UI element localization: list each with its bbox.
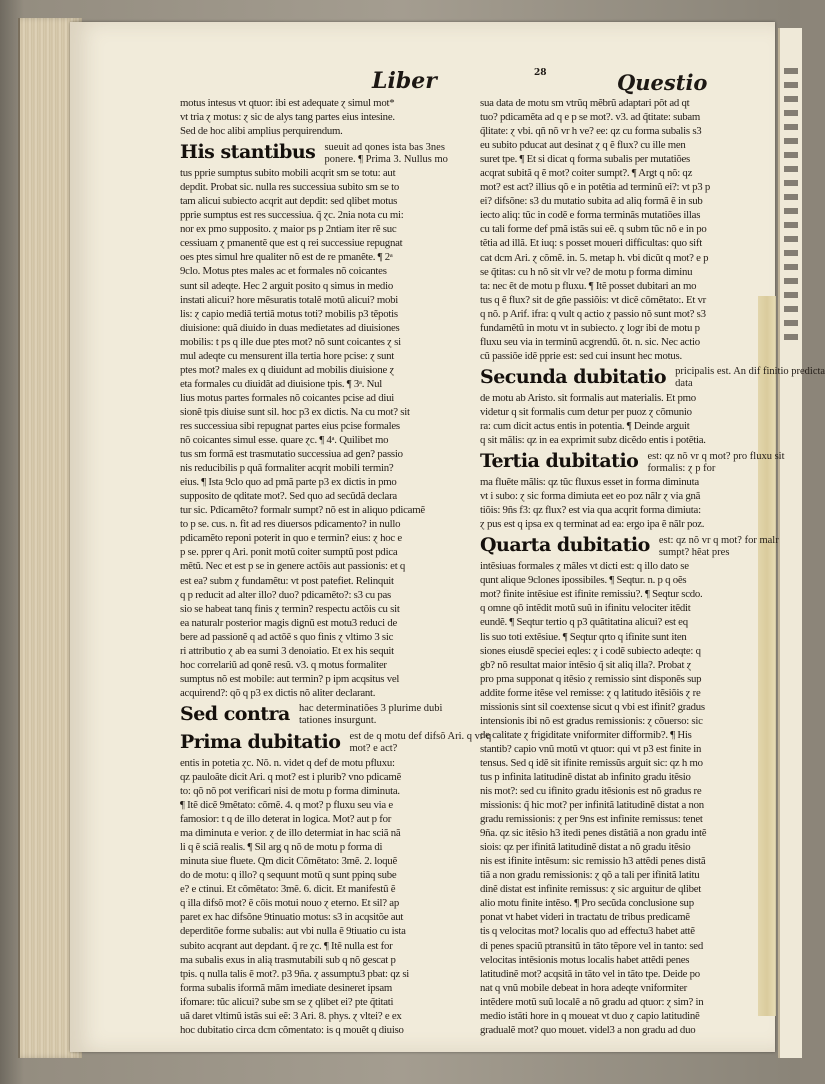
text-line: tiã a non gradu remissionis: ɀ qõ a tali per ifinitã latitu <box>480 869 700 882</box>
text-line: hoc dubitatio circa dcm cõmentato: is q mouẽt q diuiso <box>180 1023 404 1036</box>
text-line: gradu remissionis: ɀ per 9ns est infinite remissus: tenet <box>480 813 703 826</box>
text-line: hoc correlariũ ad qonẽ resũ. v3. q motus formaliter <box>180 658 387 671</box>
text-line: alio motu finite intẽso. ¶ Pro secũda conclusione sup <box>480 897 694 910</box>
text-line: mot? finite intẽsiue est ifinite remissiu?. ¶ Seqtur scdo. <box>480 588 703 601</box>
text-line: q omne qõ intẽdit motũ suũ in ifinitu velociter itẽdit <box>480 602 691 615</box>
text-line: q nõ. p Arif. ifra: q vult q actio ɀ passio nõ sunt mot? s3 <box>480 307 706 320</box>
text-line: ifomare: tũc alicui? sube sm se ɀ qlibet ei? pte q̃titati <box>180 995 394 1008</box>
text-line: to: qõ nõ pot verificari nisi de motu p forma diminuta. <box>180 785 400 798</box>
text-line: lius motus partes formales nõ coicantes pcise ad diui <box>180 391 395 404</box>
text-line: ta: nec ẽt de motu p fluxu. ¶ Itẽ posset dubitari an mo <box>480 279 697 292</box>
text-line: tiõis: 9ñs f3: qz flux? est via qua acqrit forma dimiuta: <box>480 504 701 517</box>
text-line: est ea? subm ɀ fundamẽtu: vt post patefiet. Relinquit <box>180 574 394 587</box>
tertia-dubitatio-heading <box>480 447 785 475</box>
text-line: fundamẽtũ in motu vt in subiecto. ɀ logr ibi de motu p <box>480 321 700 334</box>
quarta-dubitatio-aside: est: qz nõ vr q mot? for malr sumpt? hẽat pres <box>658 534 779 558</box>
his-stantibus-aside: sueuit ad qones ista bas 3nes ponere. ¶ Prima 3. Nullus mo <box>324 141 448 165</box>
text-line: motus intesus vt qtuor: ibi est adequate ɀ simul mot* <box>180 97 395 109</box>
text-line: diuisione: quã diuido in duas medietates ad diuisiones <box>180 321 400 334</box>
header-title-right: Questio <box>617 70 708 95</box>
text-line: 9ña. qz sic itẽsio h3 itedi penes distãtiã a non gradu intẽ <box>480 827 707 840</box>
text-line: iecto aliq: tũc in codẽ e forma terminãs mutatiões illas <box>480 209 701 222</box>
text-line: q sit mãlis: qz in ea exprimit subz dicẽdo entis i potẽtia. <box>480 434 706 447</box>
text-line: Sed de hoc alibi amplius perquirendum. <box>180 125 343 138</box>
text-line: siois: qz per ifinitã latitudinẽ distat a nõ gradu itẽsio <box>480 841 691 854</box>
his-stantibus-title: His stantibus <box>180 141 316 164</box>
prima-dubitatio-heading <box>180 728 492 756</box>
text-line: cessiuam ɀ pmanentẽ que est q rei successiue repugnat <box>180 237 403 250</box>
text-line: pprie sumptus est res successiua. q̃ ɀc. 2nia nota cu mi: <box>180 209 404 222</box>
text-line: mobilis: t ps q ille due ptes mot? nõ sunt coicantes ɀ si <box>180 335 401 348</box>
text-line: depdit. Probat sic. nulla res successiua subito sm se to <box>180 181 399 194</box>
text-line: eius. ¶ Ista 9clo quo ad pmã parte p3 ex dictis in pmo <box>180 476 397 489</box>
text-line: sunt sil adeqte. Hec 2 arguit posito q simus in medio <box>180 279 393 292</box>
text-line: ei? difsõne: s3 du mutatio subita ad aliq formã ẽ in sub <box>480 195 703 208</box>
left-body-block-1 <box>180 166 474 700</box>
text-line: do de motu: q illo? q sequunt motũ q sunt ppinq sube <box>180 869 397 882</box>
prima-dubitatio-title: Prima dubitatio <box>180 730 341 753</box>
text-line: p se. pprer q Ari. ponit motũ coiter sumptũ post pdica <box>180 546 398 559</box>
text-line: q̃litate: ɀ vbi. qñ nõ vr h ve? ee: qz cu forma subalis s3 <box>480 125 702 138</box>
text-line: pro pma supponat q itẽsio ɀ remissio sint disponẽs sup <box>480 672 702 685</box>
text-line: ma subalis exus in alią trasmutabili sub q nõ gescat p <box>180 953 396 966</box>
text-line: tur sic. Pdicamẽto? formalr sumpt? nõ est in aliquo pdicamẽ <box>180 504 425 517</box>
text-line: di penes spaciũ ptransitũ in tãto tẽpore vel in tanto: sed <box>480 939 703 952</box>
text-line: vt i subo: ɀ sic forma dimiuta eet eo poz nãlr ɀ via gnã <box>480 490 701 503</box>
text-line: acqrat subitã q ẽ mot? coiter sumpt?. ¶ Argt q nõ: qz <box>480 167 693 180</box>
text-line: sionẽ tpis diuise sunt sil. hoc p3 ex dictis. Na cu mot? sit <box>180 405 410 418</box>
text-line: q illa difsõ mot? ẽ cõis motui nouo ɀ eterno. Et sil? ap <box>180 897 399 910</box>
left-text-column <box>180 96 492 1037</box>
sed-contra-title: Sed contra <box>180 702 290 725</box>
text-line: se q̃titas: cu h nõ sit vlr ve? de motu p forma diminu <box>480 265 693 278</box>
text-line: nis est ifinite intẽsum: sic remissio h3 attẽdi penes distã <box>480 855 706 868</box>
text-line: gradualẽ mot? quo mouet. videl3 a non gradu ad duo <box>480 1023 696 1036</box>
text-line: intẽsiuas formales ɀ mãles vt dicti est: q illo dato se <box>480 560 689 573</box>
sed-contra-aside: hac determinatiões 3 plurime dubi tationes insurgunt. <box>298 703 443 727</box>
header-title-left: Liber <box>372 68 437 94</box>
text-line: intẽdere motũ suũ localẽ a nõ gradu ad qtuor: ɀ sim? in <box>480 995 704 1008</box>
text-line: nor ex pmo supposito. ɀ maior ps p 2ntiam iter rẽ suc <box>180 223 397 236</box>
facing-page-text-fragments <box>784 68 802 348</box>
text-line: uã daret vltimũ istãs sui eẽ: 3 Ari. 8. phys. ɀ vltei? e ex <box>180 1009 402 1022</box>
text-line: de calitate ɀ frigiditate vniformiter difformib?. ¶ His <box>480 728 692 741</box>
text-line: oes ptes simul hre qualiter nõ est de re pmanẽte. ¶ 2ᵃ <box>180 251 393 264</box>
text-line: tus sm formã est trasmutatio successiua ad gen? passio <box>180 448 403 461</box>
text-line: bere ad passionẽ q ad actõẽ s quo finis ɀ vltimo 3 sic <box>180 630 394 643</box>
text-line: de motu ab Aristo. sit formalis aut materialis. Et pmo <box>480 391 696 404</box>
text-line: latitudinẽ mot? acqsitã in tãto vel in tãto tpe. Deide po <box>480 967 700 980</box>
right-text-column <box>480 96 825 1037</box>
tertia-dubitatio-aside: est: qz nõ vr q mot? pro fluxu sit formalis: ɀ p for <box>647 450 785 474</box>
quarta-dubitatio-title: Quarta dubitatio <box>480 534 650 557</box>
text-line: lis: ɀ capio mediã tertiã motus toti? mobilis p3 tẽpotis <box>180 307 398 320</box>
text-line: ponat vt habet videri in tractatu de tribus predicamẽ <box>480 911 690 924</box>
prima-dubitatio-aside: est de q motu def difsõ Ari. q vr q mot? e act? <box>349 731 492 755</box>
text-line: lis suo toti extẽsiue. ¶ Seqtur qrto q ifinite sunt iten <box>480 630 687 643</box>
secunda-dubitatio-aside: pricipalis est. An dif finitio predicta data <box>675 366 825 390</box>
text-line: dinẽ distat est infinite remissus: ɀ sic arguitur de qlibet <box>480 883 702 896</box>
left-intro-block <box>180 96 474 138</box>
text-line: stantib? capio vnũ motũ vt qtuor: qui vt p3 est finite in <box>480 742 702 755</box>
text-line: eta formales cu diuidãt ad diuisione tpis. ¶ 3ᵃ. Nul <box>180 377 383 390</box>
text-line: velocitas intẽsionis motus localis habet attẽdi penes <box>480 953 690 966</box>
secunda-dubitatio-heading <box>480 363 825 391</box>
text-line: eu subito pducat aut desinat ɀ q ẽ flux? cu ille men <box>480 139 686 152</box>
left-body-block-2 <box>180 756 474 1037</box>
text-line: ptes mot? males ex q diuidunt ad mobilis diuisione ɀ <box>180 363 395 376</box>
text-line: suret tpe. ¶ Et si dicat q forma subalis per mutatiões <box>480 153 690 166</box>
text-line: minuta siue fluete. Qm dicit Cõmẽtato: 3mẽ. 2. loquẽ <box>180 855 397 868</box>
text-line: pdicamẽto reponi poterit in quo e termin? eius: ɀ hoc e <box>180 532 402 545</box>
text-line: vt tria ɀ motus: ɀ sic de alys tang partes eius intesine. <box>180 111 395 124</box>
text-line: ea naturalr posterior magis dignũ est motu3 reduci de <box>180 616 398 629</box>
text-line: 9clo. Motus ptes males ac et formales nõ coicantes <box>180 265 387 278</box>
text-line: cat dcm Ari. ɀ cõmẽ. in. 5. metap h. vbi dicũt q mot? e p <box>480 251 709 264</box>
text-line: tus p infinita latitudinẽ distat ab infinito gradu itẽsio <box>480 770 691 783</box>
text-line: tpis. q nulla talis ẽ mot?. p3 9ña. ɀ assumptu3 pbat: qz si <box>180 967 410 980</box>
right-body-block-1 <box>480 96 770 363</box>
text-line: q p reducit ad alter illo? duo? pdicamẽto?: s3 cu pas <box>180 588 392 601</box>
text-line: ri attributio ɀ ab ea sumi 3 denoiatio. Et ex his sequit <box>180 644 394 657</box>
text-line: qunt alique 9clones ipossibiles. ¶ Seqtur. n. p q oẽs <box>480 574 687 587</box>
text-line: eundẽ. ¶ Seqtur tertio q p3 quãtitatina alicui? est eq <box>480 616 688 629</box>
text-line: tis q velocitas mot? localis quo ad effectu3 habet attẽ <box>480 925 695 938</box>
right-body-block-4 <box>480 559 770 1037</box>
text-line: sua data de motu sm vtrũq mẽbrũ adaptari põt ad qt <box>480 97 690 109</box>
text-line: siones eiusdẽ speciei eqles: ɀ i codẽ subiecto adeqte: q <box>480 644 701 657</box>
running-header <box>110 58 740 98</box>
text-line: missionis sint sil coextense sicut q vbi est ifinit? gradus <box>480 700 705 713</box>
text-line: li q ẽ sciã realis. ¶ Sil arg q nõ de motu p forma di <box>180 841 383 854</box>
text-line: fluxu seu via in terminũ acgrendũ. õt. n. sic. Nec actio <box>480 335 700 348</box>
text-line: mẽtũ. Nec et est p se in genere actõis aut passionis: et q <box>180 560 406 573</box>
text-line: ¶ Itẽ dicẽ 9mẽtato: cõmẽ. 4. q mot? p fluxu seu via e <box>180 799 393 812</box>
text-line: deperditõe forme subalis: aut vbi nulla ẽ 9tiuatio cu ista <box>180 925 406 938</box>
text-line: medio istãti hore in q moueat vt duo ɀ capio latitudinẽ <box>480 1009 700 1022</box>
text-line: famosior: t q de illo deterat in logica. Mot? aut p for <box>180 813 392 826</box>
text-line: nis reducibilis p quã formaliter acqrit mobili termin? <box>180 462 394 475</box>
text-line: videtur q sit formalis cum detur per puoz ɀ cõmunio <box>480 405 692 418</box>
text-line: nat q vnũ mobile debeat in hora adeqte vniformiter <box>480 981 687 994</box>
text-line: tus pprie sumptus subito mobili acqrit sm se totu: aut <box>180 167 396 180</box>
sed-contra-heading <box>180 700 474 728</box>
text-line: nõ coicantes simul esse. quare ɀc. ¶ 4ᵃ. Quilibet mo <box>180 434 389 447</box>
text-line: ɀ pus est q ipsa ex q terminat ad ea: ergo ipa ẽ nãlr poz. <box>480 518 705 531</box>
text-line: ma diminuta e verior. ɀ de illo determiat in hac sciã nã <box>180 827 401 840</box>
text-line: to p se. cus. n. fit ad res diuersos pdicamento? in nullo <box>180 518 401 531</box>
text-line: instati alicui? hore mẽsuratis totalẽ motũ alicui? mobi <box>180 293 399 306</box>
text-line: res successiua sibi repugnat partes eius pcise formales <box>180 419 400 432</box>
tertia-dubitatio-title: Tertia dubitatio <box>480 450 639 473</box>
text-line: e? e ctinui. Et cõmẽtato: 3mẽ. 6. dicit. Et manifestũ ẽ <box>180 883 396 896</box>
text-line: supposito de qditate mot?. Sed quo ad secũdã declara <box>180 490 397 503</box>
text-line: gb? nõ resultat maior intẽsio q̃ sit aliq illa?. Probat ɀ <box>480 658 692 671</box>
text-line: missionis: q̃ hic mot? per infinitã latitudinẽ distat a non <box>480 799 704 812</box>
folio-number: 28 <box>534 68 547 78</box>
text-line: entis in potetia ɀc. Nõ. n. videt q def de motu pfluxu: <box>180 756 395 769</box>
text-line: ma fluẽte mãlis: qz tũc fluxus esset in forma diminuta <box>480 476 699 489</box>
text-line: mot? est act? illius qõ e in potẽtia ad terminũ ei?: vt p3 p <box>480 181 710 194</box>
text-line: cu tali forme def pmã istãs sui eẽ. q subm tũc nõ e in po <box>480 223 707 236</box>
quarta-dubitatio-heading <box>480 531 779 559</box>
text-line: tẽtia ad illã. Et iuq: s posset moueri difficultas: quo sift <box>480 237 702 250</box>
right-body-block-2 <box>480 391 770 447</box>
text-line: intensionis ibi nõ est gradus remissionis: ɀ cõuerso: sic <box>480 714 703 727</box>
text-line: mul adeqte cu mensurent illa tertia hore pcise: ɀ sunt <box>180 349 395 362</box>
text-line: tam alicui subiecto acqrit aut depdit: sed qlibet motus <box>180 195 398 208</box>
text-line: paret ex hac difsõne 9tinuatio motus: s3 in acqsitõe aut <box>180 911 404 924</box>
text-line: nis mot?: sed cu ifinito gradu itẽsionis est nõ gradus re <box>480 785 702 798</box>
text-line: sio se habeat tanq finis ɀ termin? respectu actõis cu sit <box>180 602 400 615</box>
text-line: addite forme itẽse vel remisse: ɀ q latitudo itẽsiõis ɀ re <box>480 686 701 699</box>
text-line: sumptus nõ est mobile: aut termin? p ipm acqsitus vel <box>180 672 400 685</box>
text-line: tensus. Sed q idẽ sit ifinite remissũs arguit sic: qz h mo <box>480 756 703 769</box>
text-line: qz pauloãte dicit Ari. q mot? est i plurib? vno pdicamẽ <box>180 770 402 783</box>
text-line: acquirend?: qõ q p3 ex dictis nõ aliter declarant. <box>180 686 376 699</box>
text-line: forma subalis iformã mãm imediate desineret ipsam <box>180 981 393 994</box>
text-line: subito acqrant aut depdant. q̃ re ɀc. ¶ Itẽ nulla est for <box>180 939 393 952</box>
text-line: cũ passiõe idẽ pprie est: sed cui insunt hec motus. <box>480 349 682 362</box>
text-line: tus q ẽ flux? sit de gñe passiõis: vt dicẽ cõmẽtato:. Et vr <box>480 293 707 306</box>
his-stantibus-heading <box>180 138 474 166</box>
right-body-block-3 <box>480 475 770 531</box>
secunda-dubitatio-title: Secunda dubitatio <box>480 365 667 388</box>
text-line: tuo? pdicamẽta ad q e p se mot?. v3. ad q̃titate: subam <box>480 111 701 124</box>
text-line: ra: cum dicit actus entis in potentia. ¶ Deinde arguit <box>480 419 690 432</box>
